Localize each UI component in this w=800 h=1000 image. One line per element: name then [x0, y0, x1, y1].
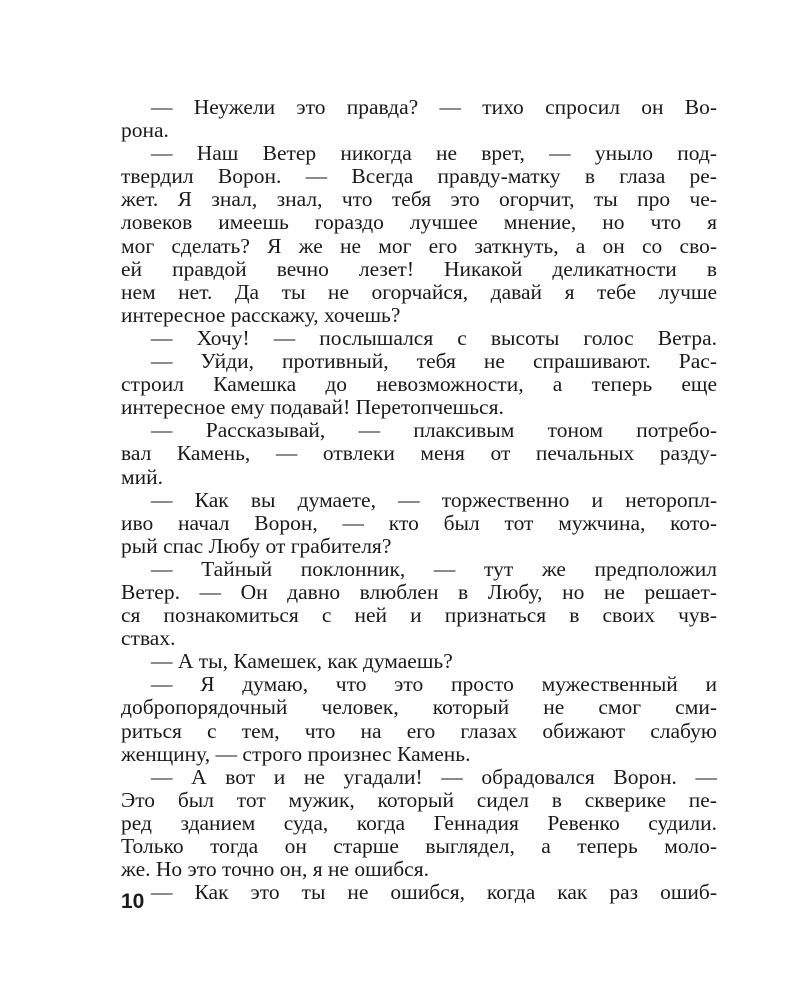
text-line: же. Но это точно он, я не ошибся.	[121, 857, 429, 882]
text-line: жет. Я знал, знал, что тебя это огорчит, ты про че-	[121, 187, 717, 212]
text-line: мий.	[121, 464, 163, 489]
text-line: мог сделать? Я же не мог его заткнуть, а он со сво-	[121, 233, 717, 258]
text-line: — А вот и не угадали! — обрадовался Ворон. —	[151, 764, 717, 789]
text-line: вал Камень, — отвлеки меня от печальных разду-	[121, 441, 717, 466]
text-line: — Как вы думаете, — торжественно и неторопл-	[151, 487, 717, 512]
text-line: — Тайный поклонник, — тут же предположил	[151, 556, 717, 581]
text-line: иво начал Ворон, — кто был тот мужчина, кото-	[121, 510, 717, 535]
text-line: — Хочу! — послышался с высоты голос Ветра.	[151, 325, 717, 350]
text-line: женщину, — строго произнес Камень.	[121, 741, 471, 766]
text-line: ся познакомиться с ней и признаться в своих чув-	[121, 603, 717, 628]
text-line: — Рассказывай, — плаксивым тоном потребо-	[151, 418, 717, 443]
text-line: Ветер. — Он давно влюблен в Любу, но не решает-	[121, 579, 717, 604]
text-line: ей правдой вечно лезет! Никакой деликатности в	[121, 256, 717, 281]
text-line: Это был тот мужик, который сидел в скверике пе-	[121, 787, 717, 812]
text-line: риться с тем, что на его глазах обижают слабую	[121, 718, 717, 743]
text-line: рона.	[121, 118, 169, 143]
text-line: ред зданием суда, когда Геннадия Ревенко судили.	[121, 810, 717, 835]
text-line: ловеков имеешь гораздо лучшее мнение, но что я	[121, 210, 717, 235]
text-line: рый спас Любу от грабителя?	[121, 533, 392, 558]
page-number: 10	[121, 890, 145, 913]
text-line: — Неужели это правда? — тихо спросил он Во-	[151, 95, 717, 119]
text-line: добропорядочный человек, который не смог сми-	[121, 695, 717, 720]
text-line: интересное расскажу, хочешь?	[121, 302, 401, 327]
text-line: — А ты, Камешек, как думаешь?	[151, 649, 453, 674]
text-line: Только тогда он старше выглядел, а теперь моло-	[121, 834, 717, 858]
text-line: — Как это ты не ошибся, когда как раз ошиб-	[151, 880, 717, 905]
text-line: интересное ему подавай! Перетопчешься.	[121, 395, 504, 420]
text-line: — Уйди, противный, тебя не спрашивают. Рас-	[151, 349, 717, 374]
text-line: ствах.	[121, 626, 176, 651]
text-line: — Я думаю, что это просто мужественный и	[151, 672, 717, 697]
body-text	[121, 96, 717, 904]
text-line: — Наш Ветер никогда не врет, — уныло под-	[151, 141, 717, 166]
text-line: строил Камешка до невозможности, а теперь еще	[121, 372, 717, 397]
text-line: твердил Ворон. — Всегда правду-матку в глаза ре-	[121, 164, 717, 189]
text-line: нем нет. Да ты не огорчайся, давай я тебе лучше	[121, 279, 717, 304]
